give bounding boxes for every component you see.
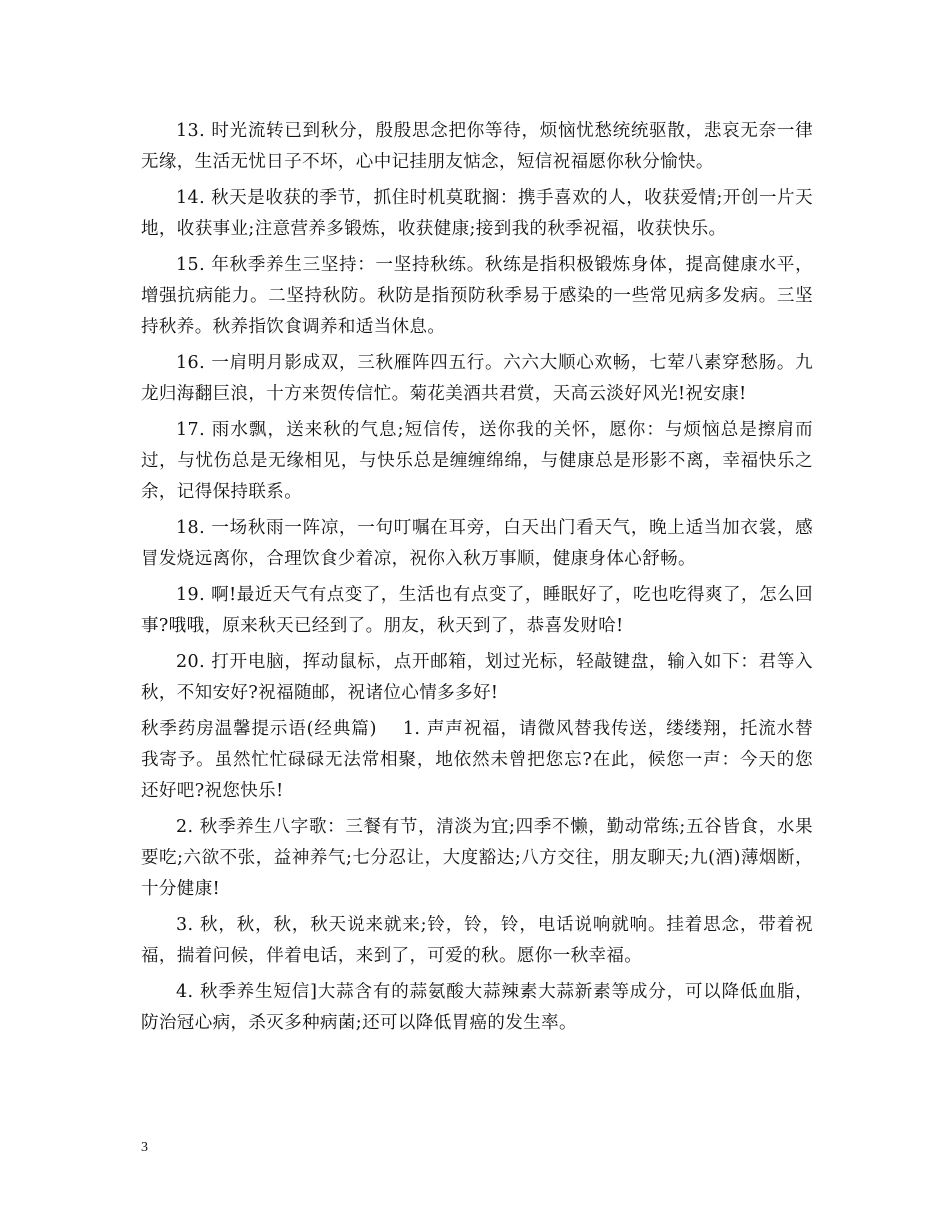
- paragraph-number: 17.: [176, 420, 206, 440]
- paragraph-2: [141, 812, 813, 905]
- paragraph-15: [141, 250, 813, 343]
- section-paragraph-1: [141, 714, 813, 807]
- paragraph-17: [141, 415, 813, 508]
- paragraph-text: 时光流转已到秋分，殷殷思念把你等待，烦恼忧愁统统驱散，悲哀无奈一律无缘，生活无忧日子不坏，心中记挂朋友惦念，短信祝福愿你秋分愉快。: [141, 121, 813, 172]
- paragraph-text: 秋天是收获的季节，抓住时机莫耽搁：携手喜欢的人，收获爱情;开创一片天地，收获事业;注意营养多锻炼，收获健康;接到我的秋季祝福，收获快乐。: [141, 188, 813, 239]
- paragraph-number: 1.: [402, 719, 421, 739]
- paragraph-number: 4.: [176, 982, 194, 1002]
- section-title: 秋季药房温馨提示语(经典篇): [141, 719, 377, 739]
- paragraph-text: 秋季养生短信]大蒜含有的蒜氨酸大蒜辣素大蒜新素等成分，可以降低血脂，防治冠心病，杀灭多种病菌;还可以降低胃癌的发生率。: [141, 982, 813, 1033]
- paragraph-number: 2.: [176, 817, 194, 837]
- paragraph-text: 声声祝福，请微风替我传送，缕缕翔，托流水替我寄予。虽然忙忙碌碌无法常相聚，地依然未曾把您忘?在此，候您一声：今天的您还好吧?祝您快乐!: [141, 719, 813, 801]
- paragraph-18: [141, 513, 813, 575]
- paragraph-text: 雨水飘，送来秋的气息;短信传，送你我的关怀，愿你：与烦恼总是擦肩而过，与忧伤总是无缘相见，与快乐总是缠缠绵绵，与健康总是形影不离，幸福快乐之余，记得保持联系。: [141, 420, 813, 502]
- paragraph-number: 13.: [176, 121, 206, 141]
- paragraph-3: [141, 910, 813, 972]
- paragraph-number: 16.: [176, 353, 206, 373]
- document-body: [141, 116, 813, 1044]
- paragraph-13: [141, 116, 813, 178]
- paragraph-text: 秋季养生八字歌：三餐有节，清淡为宜;四季不懒，勤动常练;五谷皆食，水果要吃;六欲不张，益神养气;七分忍让，大度豁达;八方交往，朋友聊天;九(酒)薄烟断，十分健康!: [141, 817, 813, 899]
- paragraph-number: 20.: [176, 652, 206, 672]
- paragraph-number: 19.: [176, 585, 206, 605]
- paragraph-text: 啊!最近天气有点变了，生活也有点变了，睡眠好了，吃也吃得爽了，怎么回事?哦哦，原来秋天已经到了。朋友，秋天到了，恭喜发财哈!: [141, 585, 813, 636]
- paragraph-number: 18.: [176, 518, 206, 538]
- paragraph-number: 14.: [176, 188, 206, 208]
- paragraph-number: 3.: [176, 915, 194, 935]
- paragraph-text: 一场秋雨一阵凉，一句叮嘱在耳旁，白天出门看天气，晚上适当加衣裳，感冒发烧远离你，合理饮食少着凉，祝你入秋万事顺，健康身体心舒畅。: [141, 518, 813, 569]
- paragraph-16: [141, 348, 813, 410]
- paragraph-text: 一肩明月影成双，三秋雁阵四五行。六六大顺心欢畅，七荤八素穿愁肠。九龙归海翻巨浪，十方来贺传信忙。菊花美酒共君赏，天高云淡好风光!祝安康!: [141, 353, 813, 404]
- paragraph-text: 秋，秋，秋，秋天说来就来;铃，铃，铃，电话说响就响。挂着思念，带着祝福，揣着问候，伴着电话，来到了，可爱的秋。愿你一秋幸福。: [141, 915, 813, 966]
- paragraph-text: 打开电脑，挥动鼠标，点开邮箱，划过光标，轻敲键盘，输入如下：君等入秋，不知安好?祝福随邮，祝诸位心情多多好!: [141, 652, 813, 703]
- paragraph-number: 15.: [176, 255, 206, 275]
- paragraph-14: [141, 183, 813, 245]
- paragraph-4: [141, 977, 813, 1039]
- paragraph-20: [141, 647, 813, 709]
- page-number: 3: [141, 1140, 148, 1155]
- paragraph-19: [141, 580, 813, 642]
- paragraph-text: 年秋季养生三坚持：一坚持秋练。秋练是指积极锻炼身体，提高健康水平，增强抗病能力。二坚持秋防。秋防是指预防秋季易于感染的一些常见病多发病。三坚持秋养。秋养指饮食调养和适当休息。: [141, 255, 813, 337]
